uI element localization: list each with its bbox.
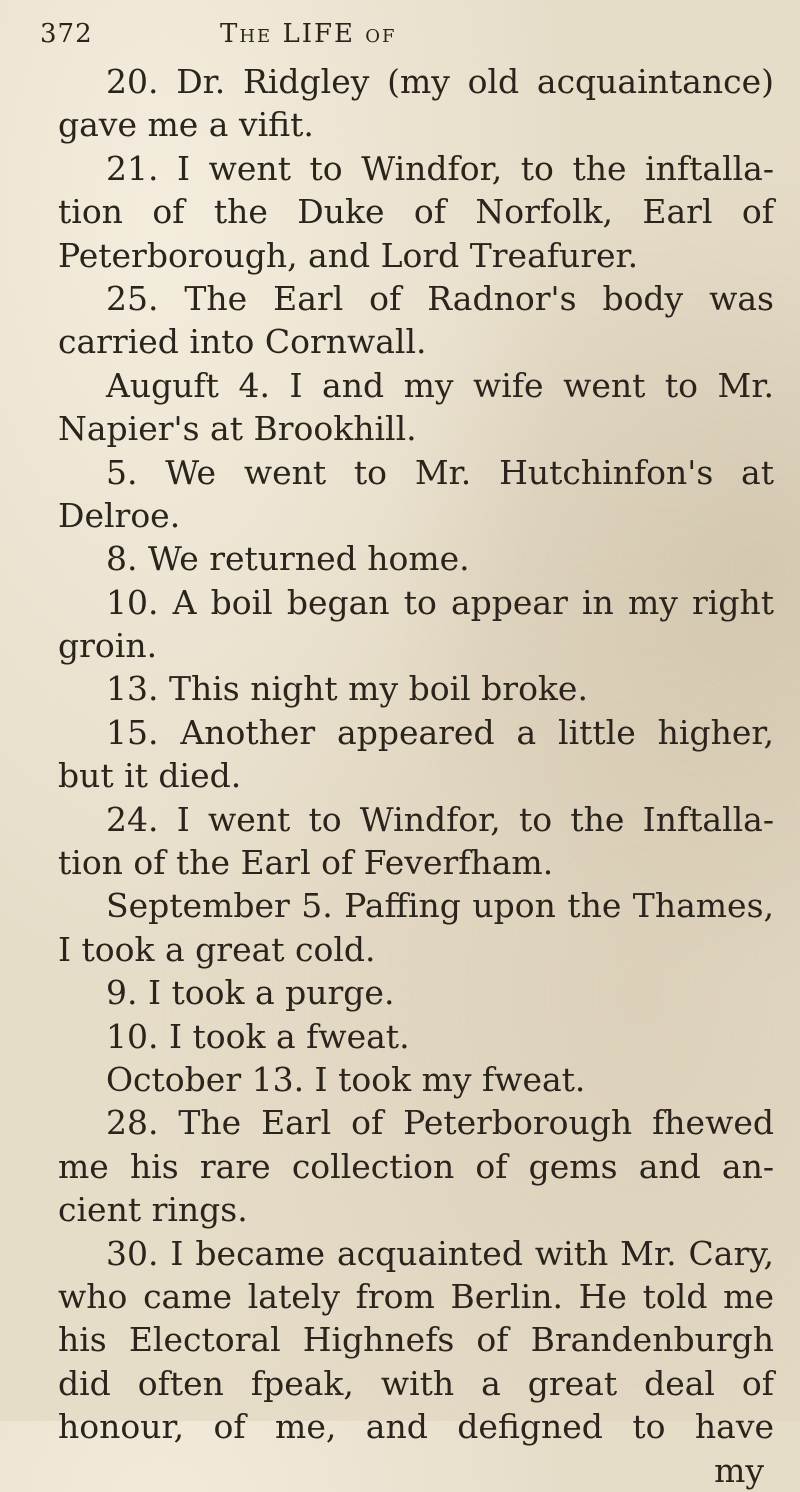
text-line: tion of the Earl of Feverfham. — [58, 843, 554, 883]
text-line: Peterborough, and Lord Treafurer. — [58, 235, 639, 275]
text-line: groin. — [58, 626, 158, 666]
text-line: Napier's at Brookhill. — [58, 409, 417, 449]
text-line: 13. This night my boil broke. — [106, 669, 588, 709]
text-line: tion of the Duke of Norfolk, Earl of — [58, 192, 774, 232]
text-line: honour, of me, and defigned to have — [58, 1407, 774, 1447]
text-line: but it died. — [58, 756, 242, 796]
text-line: who came lately from Berlin. He told me — [58, 1276, 774, 1316]
text-line: cient rings. — [58, 1190, 248, 1230]
text-line: carried into Cornwall. — [58, 322, 427, 362]
text-line: 30. I became acquainted with Mr. Cary, — [106, 1233, 774, 1273]
text-line: Auguft 4. I and my wife went to Mr. — [106, 365, 774, 405]
body-text — [58, 60, 774, 1492]
header-title: The LIFE of — [220, 19, 397, 49]
text-line: 15. Another appeared a little higher, — [106, 712, 774, 752]
text-line: I took a great cold. — [58, 929, 376, 969]
text-line: 8. We returned home. — [106, 539, 470, 579]
text-line: 10. A boil began to appear in my right — [106, 582, 774, 622]
text-line: 10. I took a fweat. — [106, 1016, 410, 1056]
text-line: 5. We went to Mr. Hutchinfon's at — [106, 452, 774, 492]
text-line: 24. I went to Windfor, to the Inftalla- — [106, 799, 774, 839]
text-line: gave me a vifit. — [58, 105, 314, 145]
text-line: did often fpeak, with a great deal of — [58, 1363, 774, 1403]
running-head — [40, 14, 780, 54]
text-line: 20. Dr. Ridgley (my old acquaintance) — [106, 62, 774, 101]
text-line: 9. I took a purge. — [106, 973, 395, 1013]
text-line: 21. I went to Windfor, to the inftalla- — [106, 148, 774, 188]
text-line: me his rare collection of gems and an- — [58, 1146, 774, 1186]
text-line: 25. The Earl of Radnor's body was — [106, 278, 774, 318]
catchword: my — [714, 1450, 764, 1490]
text-line: October 13. I took my fweat. — [106, 1059, 586, 1099]
text-line: 28. The Earl of Peterborough fhewed — [106, 1103, 774, 1143]
text-line: his Electoral Highnefs of Brandenburgh — [58, 1320, 774, 1360]
text-line: Delroe. — [58, 495, 181, 535]
page-number: 372 — [40, 19, 93, 49]
text-line: September 5. Paffing upon the Thames, — [106, 886, 774, 926]
